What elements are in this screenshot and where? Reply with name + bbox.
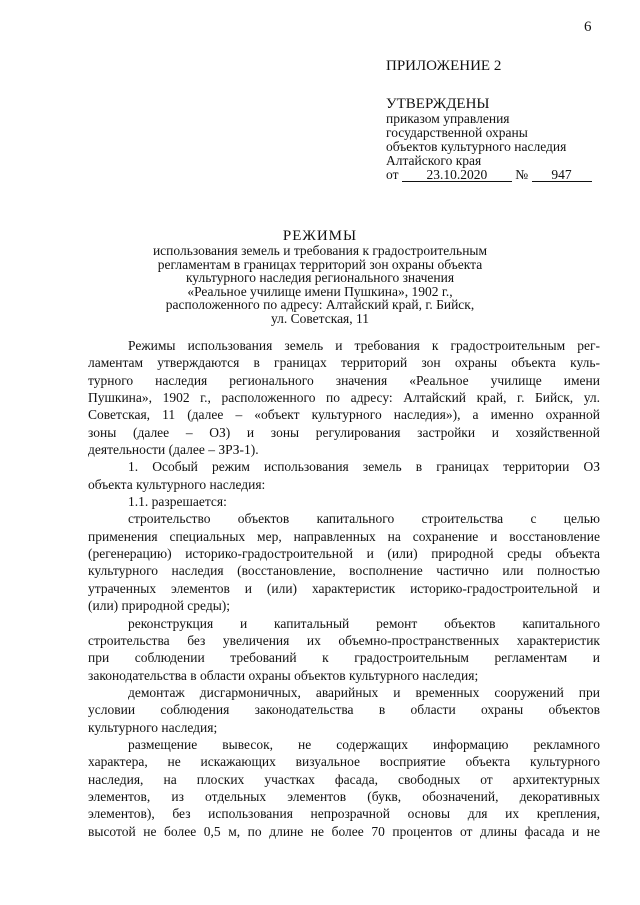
body-line: 1.1. разрешается: xyxy=(128,494,227,510)
approval-line: объектов культурного наследия xyxy=(386,139,567,154)
title-line: ул. Советская, 11 xyxy=(270,310,370,326)
body-line: турного наследия регионального значения «Реальное училище имени xyxy=(88,372,600,388)
body-line: Пушкина», 1902 г., расположенного по адресу: Алтайский край, г. Бийск, ул. xyxy=(88,390,600,406)
body-line: наследия, на плоских участках фасада, свободных от архитектурных xyxy=(88,771,600,787)
body-line: Советская, 11 (далее – «объект культурного наследия»), а именно охранной xyxy=(88,407,600,423)
body-line: демонтаж дисгармоничных, аварийных и временных сооружений при xyxy=(128,684,600,700)
body-line: объекта культурного наследия: xyxy=(88,476,266,492)
approval-date-line xyxy=(386,168,626,182)
body-line: размещение вывесок, не содержащих информацию рекламного xyxy=(128,736,600,752)
body-line: культурного наследия; xyxy=(88,719,218,735)
approved-label: УТВЕРЖДЕНЫ xyxy=(386,96,490,112)
title-line: регламентам в границах территорий зон охраны объекта xyxy=(157,256,483,272)
title-line: использования земель и требования к градостроительным xyxy=(152,243,488,258)
body-line: условии соблюдения законодательства в области охраны объектов xyxy=(88,702,600,718)
body-line: реконструкция и капитальный ремонт объектов капитального xyxy=(128,615,600,631)
title-line: расположенного по адресу: Алтайский край, г. Бийск, xyxy=(165,297,475,312)
body-line: применения специальных мер, направленных на сохранение и восстановление xyxy=(88,528,600,544)
body-line: законодательства в области охраны объектов культурного наследия; xyxy=(88,667,479,683)
approval-number: 947 xyxy=(532,168,592,182)
body-line: зоны (далее – ОЗ) и зоны регулирования застройки и хозяйственной xyxy=(88,424,600,440)
body-line: элементов), без использования непрозрачной основы для их крепления, xyxy=(88,806,600,822)
body-line: при соблюдении требований к градостроительным регламентам и xyxy=(88,650,600,666)
approval-line: приказом управления xyxy=(386,111,510,126)
title-line: «Реальное училище имени Пушкина», 1902 г., xyxy=(187,283,453,299)
body-line: ламентам утверждаются в границах территорий зон охраны объекта куль- xyxy=(88,355,600,371)
body-line: строительства без увеличения их объемно-пространственных характеристик xyxy=(88,632,600,648)
body-line: деятельности (далее – ЗРЗ-1). xyxy=(88,442,259,458)
title-line: культурного наследия регионального значения xyxy=(185,270,455,285)
appendix-label: ПРИЛОЖЕНИЕ 2 xyxy=(386,58,502,74)
title-heading: РЕЖИМЫ xyxy=(282,228,358,244)
document-title xyxy=(60,228,580,325)
approval-line: Алтайского края xyxy=(386,153,482,168)
body-line: элементов, из отдельных элементов (букв, обозначений, декоративных xyxy=(88,788,600,804)
number-prefix: № xyxy=(515,167,529,182)
approval-line: государственной охраны xyxy=(386,125,528,140)
date-prefix: от xyxy=(386,167,399,182)
body-line: культурного наследия (восстановление, восполнение частично или полностью xyxy=(88,563,600,579)
body-line: (регенерацию) историко-градостроительной и (или) природной среды объекта xyxy=(88,546,600,562)
body-line: характера, не искажающих визуальное восприятие объекта культурного xyxy=(88,754,600,770)
approval-block xyxy=(386,58,626,182)
page-number: 6 xyxy=(584,19,592,35)
body-line: Режимы использования земель и требования к градостроительным рег- xyxy=(128,338,600,353)
body-line: 1. Особый режим использования земель в границах территории ОЗ xyxy=(128,459,600,475)
approval-date: 23.10.2020 xyxy=(402,168,512,182)
document-body xyxy=(88,337,600,840)
body-line: утраченных элементов и (или) характеристик историко-градостроительной и xyxy=(88,580,600,596)
body-line: строительство объектов капитального строительства с целью xyxy=(128,511,600,527)
body-line: (или) природной среды); xyxy=(88,598,231,614)
body-line: высотой не более 0,5 м, по длине не более 70 процентов от длины фасада и не xyxy=(88,823,600,839)
